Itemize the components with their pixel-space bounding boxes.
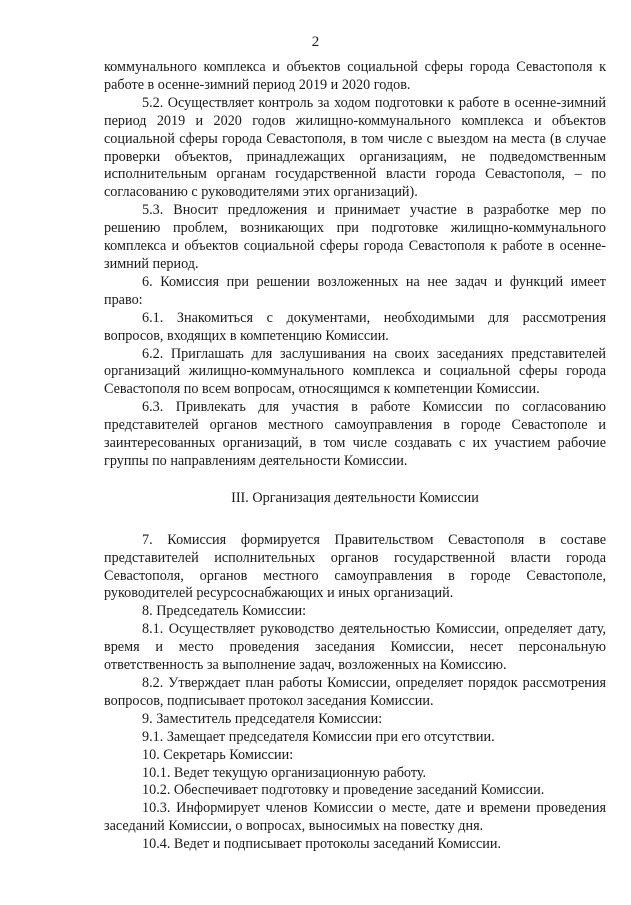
paragraph-6-1: 6.1. Знакомиться с документами, необходимыми для рассмотрения вопросов, входящих в компетенцию Комиссии. <box>104 309 606 344</box>
paragraph-9: 9. Заместитель председателя Комиссии: <box>142 710 383 727</box>
paragraph-8-2: 8.2. Утверждает план работы Комиссии, определяет порядок рассмотрения вопросов, подписывает протокол заседания Комиссии. <box>104 675 606 709</box>
paragraph-8: 8. Председатель Комиссии: <box>142 603 307 620</box>
page-number: 2 <box>311 34 320 50</box>
paragraph-5-2: 5.2. Осуществляет контроль за ходом подготовки к работе в осенне-зимний период 2019 и 2020 годов жилищно-коммунального комплекса и объектов социальной сферы города Севастополя, в том числе с выездом на места (в случае проверки объектов, принадлежащих организациям, не подведомственным исполнительным органам государственной власти города Севастополя, – по согласованию с руководителями этих организаций). <box>104 94 606 201</box>
paragraph-10: 10. Секретарь Комиссии: <box>142 746 294 763</box>
paragraph-8-1: 8.1. Осуществляет руководство деятельностью Комиссии, определяет дату, время и место проведения заседания Комиссии, несет персональную ответственность за выполнение задач, возложенных на Комиссию. <box>104 621 606 674</box>
paragraph-6-3: 6.3. Привлекать для участия в работе Комиссии по согласованию представителей органов местного самоуправления в городе Севастополе и заинтересованных организаций, в том числе создавать с их участием рабочие группы по направлениям деятельности Комиссии. <box>104 399 606 469</box>
paragraph-10-2: 10.2. Обеспечивает подготовку и проведение заседаний Комиссии. <box>142 782 545 799</box>
paragraph-9-1: 9.1. Замещает председателя Комиссии при его отсутствии. <box>142 728 495 745</box>
paragraph-6: 6. Комиссия при решении возложенных на нее задач и функций имеет право: <box>104 273 606 308</box>
section-heading: III. Организация деятельности Комиссии <box>231 489 479 506</box>
paragraph-10-4: 10.4. Ведет и подписывает протоколы заседаний Комиссии. <box>142 836 501 853</box>
paragraph-7: 7. Комиссия формируется Правительством Севастополя в составе представителей исполнительных органов государственной власти города Севастополя, органов местного самоуправления в городе Севастополе, руководителей ресурсоснабжающих и иных организаций. <box>104 531 606 602</box>
document-body <box>104 59 606 854</box>
paragraph-continuation: коммунального комплекса и объектов социальной сферы города Севастополя к работе в осенне-зимний период 2019 и 2020 годов. <box>104 59 606 93</box>
paragraph-10-3: 10.3. Информирует членов Комиссии о месте, дате и времени проведения заседаний Комиссии, о вопросах, выносимых на повестку дня. <box>104 800 606 835</box>
paragraph-5-3: 5.3. Вносит предложения и принимает участие в разработке мер по решению проблем, возникающих при подготовке жилищно-коммунального комплекса и объектов социальной сферы города Севастополя к работе в осенне-зимний период. <box>104 202 606 272</box>
paragraph-10-1: 10.1. Ведет текущую организационную работу. <box>142 764 427 781</box>
paragraph-6-2: 6.2. Приглашать для заслушивания на своих заседаниях представителей организаций жилищно-коммунального комплекса и социальной сферы города Севастополя по всем вопросам, относящимся к компетенции Комиссии. <box>104 345 606 398</box>
